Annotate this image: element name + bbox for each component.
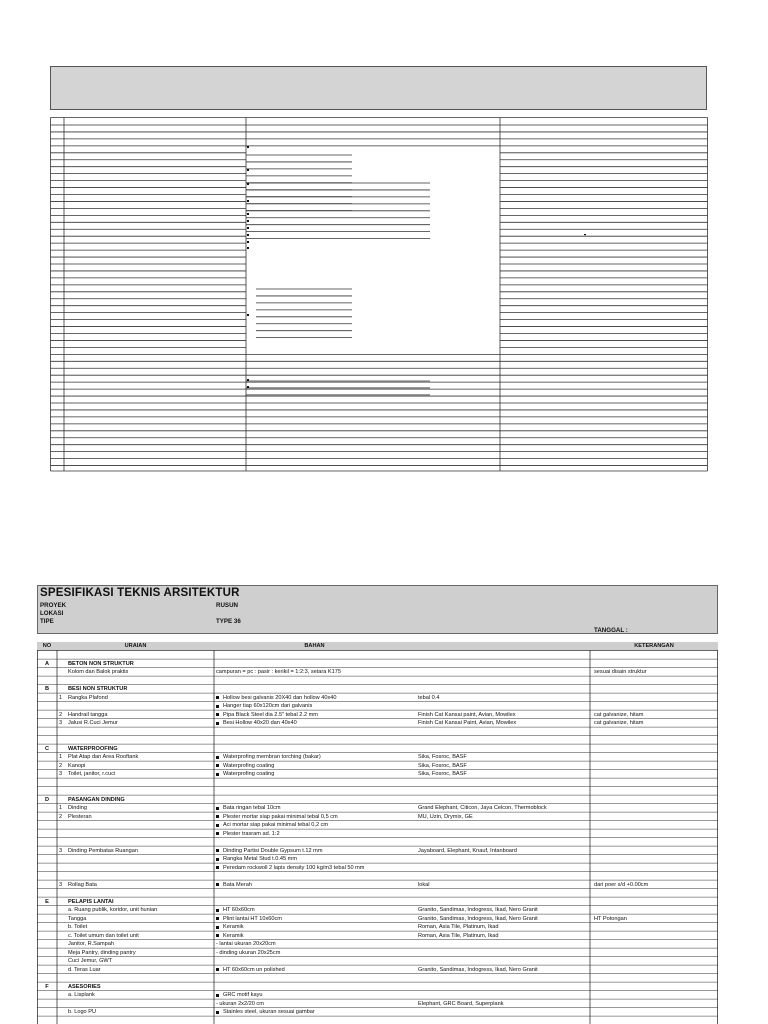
uraian-cell: Rollag Bata — [68, 881, 97, 888]
table-row — [37, 838, 718, 846]
spec-title: SPESIFIKASI TEKNIS ARSITEKTUR — [40, 587, 240, 599]
bahan-cell: Dinding Partisi Double Gypsum t.12 mm — [223, 847, 323, 854]
item-number: 3 — [59, 847, 63, 854]
grid-bullet-mark — [247, 213, 249, 215]
table-row — [37, 949, 718, 957]
section-row — [37, 898, 718, 906]
table-row — [37, 770, 718, 778]
table-row — [37, 711, 718, 719]
bullet-square-icon — [216, 764, 219, 767]
table-row — [37, 804, 718, 812]
uraian-cell: Kolom dan Balok praktis — [68, 669, 129, 675]
table-row — [37, 1000, 718, 1008]
item-number: 1 — [59, 694, 63, 701]
bahan-cell: - lantai ukuran 20x20cm — [216, 941, 276, 947]
table-row — [37, 940, 718, 948]
bahan-cell: Hollow besi galvanis 20X40 dan hollow 40x40 — [223, 694, 337, 701]
table-row — [37, 762, 718, 770]
table-row — [37, 872, 718, 880]
uraian-cell: Cuci Jemur, GWT — [68, 958, 113, 964]
keterangan-cell: sesuai disain struktur — [594, 669, 647, 675]
bahan-brand-cell: tebal 0.4 — [418, 694, 440, 701]
bahan-brand-cell: Finish Cat Kansai paint, Avian, Mowilex — [418, 711, 516, 718]
bahan-brand-cell: Sika, Fosroc, BASF — [418, 771, 467, 777]
bahan-cell: Bata ringan tebal 10cm — [223, 805, 281, 811]
bahan-cell: Waterprofing membran torching (bakar) — [223, 754, 321, 760]
section-code: A — [44, 660, 50, 667]
bullet-square-icon — [216, 883, 219, 886]
uraian-cell: a. Lisplank — [68, 992, 95, 998]
item-number: 2 — [59, 762, 63, 769]
uraian-cell: Plesteran — [68, 813, 92, 820]
bahan-brand-cell: Granito, Sandimas, Indogress, Ikad, Nero Granit — [418, 907, 538, 913]
uraian-cell: a. Ruang publik, koridor, unit hunian — [68, 907, 158, 913]
bahan-cell: campuran = pc : pasir : kerikil = 1:2:3, setara K175 — [216, 669, 341, 675]
bahan-brand-cell: lokal — [418, 881, 430, 888]
bahan-cell: Besi Hollow 40x20 dan 40x40 — [223, 720, 297, 726]
section-title: PASANGAN DINDING — [68, 796, 125, 803]
uraian-cell: Kanopi — [68, 762, 86, 769]
section-code: F — [45, 983, 49, 990]
grid-bullet-mark — [247, 169, 249, 171]
uraian-cell: Handrail tangga — [68, 711, 108, 718]
table-row — [37, 932, 718, 940]
bahan-brand-cell: Roman, Asia Tile, Platinum, Ikad — [418, 924, 499, 930]
section-code: B — [44, 686, 50, 692]
bullet-square-icon — [216, 968, 219, 971]
bullet-square-icon — [216, 705, 219, 708]
bullet-square-icon — [216, 1011, 219, 1014]
uraian-cell: Meja Pantry, dinding pantry — [68, 949, 136, 956]
uraian-cell: Jalusi R.Cuci Jemur — [68, 720, 118, 726]
bullet-square-icon — [216, 815, 219, 818]
table-row — [37, 694, 718, 702]
uraian-cell: Dinding Pembatas Ruangan — [68, 847, 138, 854]
table-row — [37, 966, 718, 974]
section-row — [37, 745, 718, 753]
uraian-cell: Plat Atap dan Area Rooftank — [68, 754, 139, 760]
proyek-label: PROYEK — [40, 602, 67, 609]
bullet-square-icon — [216, 909, 219, 912]
bahan-cell: - dinding ukuran 20x25cm — [216, 949, 281, 956]
grid-bullet-mark — [247, 200, 249, 202]
bahan-cell: Plester trasram ad. 1:2 — [223, 830, 280, 837]
bahan-cell: Hanger tiap 60x120cm dari galvanis — [223, 703, 313, 709]
bahan-brand-cell: Granito, Sandimas, Indogress, Ikad, Nero Granit — [418, 966, 538, 973]
bullet-square-icon — [216, 807, 219, 810]
bullet-square-icon — [216, 824, 219, 827]
table-row — [37, 855, 718, 863]
bahan-cell: Plint lantai HT 10x60cm — [223, 915, 282, 922]
col-header-uraian: URAIAN — [124, 643, 147, 649]
uraian-cell: Toilet, janitor, r.cuci — [68, 771, 116, 777]
keterangan-cell: HT Potongan — [594, 915, 627, 922]
grid-bullet-mark — [247, 227, 249, 229]
grid-bullet-mark — [247, 386, 249, 388]
bahan-cell: - ukuran 2x2/20 cm — [216, 1000, 264, 1007]
bullet-square-icon — [216, 756, 219, 759]
uraian-cell: b. Logo PU — [68, 1009, 96, 1015]
bahan-cell: Waterprofing coating — [223, 762, 275, 769]
uraian-cell: c. Toilet umum dan toilet unit — [68, 932, 139, 939]
table-row — [37, 779, 718, 787]
uraian-cell: Janitor, R.Sampah — [68, 941, 115, 947]
table-row — [37, 813, 718, 821]
bahan-brand-cell: Sika, Fosroc, BASF — [418, 762, 467, 769]
grid-bullet-mark — [247, 247, 249, 249]
table-row — [37, 830, 718, 838]
bullet-square-icon — [216, 773, 219, 776]
bullet-square-icon — [216, 722, 219, 725]
table-row — [37, 677, 718, 685]
grid-dash-mark — [584, 234, 586, 235]
bahan-cell: Waterprofing coating — [223, 771, 275, 777]
grid-bullet-mark — [247, 183, 249, 185]
bahan-cell: Aci mortar siap pakai minimal tebal 0,2 cm — [223, 822, 329, 828]
section-code: D — [44, 796, 50, 803]
grid-bullet-mark — [247, 146, 249, 148]
section-title: BETON NON STRUKTUR — [68, 660, 134, 667]
uraian-cell: Tangga — [68, 915, 87, 922]
bahan-cell: Peredam rockwoll 2 lapis density 100 kg/m3 tebal 50 mm — [223, 864, 365, 871]
keterangan-cell: dari poer s/d +0.00cm — [594, 881, 649, 888]
table-row — [37, 864, 718, 872]
grid-bullet-mark — [247, 241, 249, 243]
table-row — [37, 915, 718, 923]
bullet-square-icon — [216, 849, 219, 852]
table-row — [37, 736, 718, 744]
section-title: WATERPROOFING — [68, 745, 118, 752]
table-row — [37, 668, 718, 676]
bahan-cell: Keramik — [223, 924, 244, 930]
tanggal-label: TANGGAL : — [594, 627, 628, 634]
section-row — [37, 983, 718, 991]
top-form-header-box — [50, 66, 707, 110]
bahan-brand-cell: Jayaboard, Elephant, Knauf, Intanboard — [418, 847, 517, 854]
bahan-brand-cell: Sika, Fosroc, BASF — [418, 754, 467, 760]
lokasi-label: LOKASI — [40, 610, 64, 617]
item-number: 3 — [59, 771, 63, 777]
bullet-square-icon — [216, 934, 219, 937]
uraian-cell: Rangka Plafond — [68, 694, 108, 701]
item-number: 3 — [59, 881, 63, 888]
bahan-cell: Keramik — [223, 932, 244, 939]
bahan-cell: Plester mortar siap pakai minimal tebal 0,5 cm — [223, 813, 338, 820]
keterangan-cell: cat galvanize, hitam — [594, 711, 644, 718]
table-row — [37, 702, 718, 710]
uraian-cell: Dinding — [68, 805, 87, 811]
grid-bullet-mark — [247, 220, 249, 222]
table-row — [37, 787, 718, 795]
keterangan-cell: cat galvanize, hitam — [594, 720, 644, 726]
bahan-cell: Pipa Black Steel dia 2.5" tebal 2.2 mm — [223, 711, 318, 718]
section-row — [37, 796, 718, 804]
bullet-square-icon — [216, 926, 219, 929]
table-row — [37, 974, 718, 982]
table-row — [37, 889, 718, 897]
bullet-square-icon — [216, 696, 219, 699]
bullet-square-icon — [216, 866, 219, 869]
bullet-square-icon — [216, 917, 219, 920]
proyek-value: RUSUN — [216, 602, 239, 609]
bullet-square-icon — [216, 858, 219, 861]
section-title: ASESORIES — [68, 983, 101, 990]
item-number: 2 — [59, 711, 63, 718]
table-row — [37, 991, 718, 999]
col-header-no: NO — [42, 643, 52, 649]
spec-header — [37, 585, 718, 634]
bahan-cell: HT 60x60cm — [223, 907, 255, 913]
spec-table-header-row — [37, 642, 718, 650]
tipe-label: TIPE — [40, 618, 54, 625]
bahan-cell: Rangka Metal Stud t.0.45 mm — [223, 856, 297, 862]
bahan-brand-cell: MU, Uzin, Drymix, GE — [418, 813, 473, 820]
table-row — [37, 906, 718, 914]
tipe-value: TYPE 36 — [216, 618, 241, 625]
bahan-brand-cell: Granito, Sandimas, Indogress, Ikad, Nero Granit — [418, 915, 538, 922]
bahan-cell: HT 60x60cm un polished — [223, 966, 285, 973]
item-number: 1 — [59, 805, 63, 811]
bahan-brand-cell: Grand Elephant, Citicon, Jaya Celcon, Thermoblock — [418, 805, 547, 811]
table-row — [37, 651, 718, 659]
table-row — [37, 821, 718, 829]
section-title: BESI NON STRUKTUR — [68, 686, 128, 692]
grid-bullet-mark — [247, 379, 249, 381]
bullet-square-icon — [216, 832, 219, 835]
table-row — [37, 923, 718, 931]
top-form-grid — [50, 117, 708, 472]
table-row — [37, 957, 718, 965]
table-row — [37, 728, 718, 736]
item-number: 3 — [59, 720, 63, 726]
uraian-cell: b. Toilet — [68, 924, 88, 930]
grid-bullet-mark — [247, 234, 249, 236]
uraian-cell: d. Teras Luar — [68, 966, 101, 973]
bullet-square-icon — [216, 994, 219, 997]
bahan-cell: Stainles steel, ukuran sesuai gambar — [223, 1009, 315, 1015]
spec-table — [37, 642, 718, 1024]
section-code: E — [45, 898, 49, 905]
bahan-cell: Bata Merah — [223, 881, 252, 888]
table-row — [37, 847, 718, 855]
table-row — [37, 753, 718, 761]
section-code: C — [44, 745, 50, 752]
col-header-bahan: BAHAN — [304, 643, 325, 649]
bahan-brand-cell: Roman, Asia Tile, Platinum, Ikad — [418, 932, 499, 939]
section-row — [37, 660, 718, 668]
grid-bullet-mark — [247, 314, 249, 316]
table-row — [37, 881, 718, 889]
bahan-cell: GRC motif kayu — [223, 992, 263, 998]
section-row — [37, 685, 718, 693]
bullet-square-icon — [216, 713, 219, 716]
table-row — [37, 1008, 718, 1016]
item-number: 1 — [59, 754, 63, 760]
bahan-brand-cell: Finish Cat Kansai Paint, Avian, Mowilex — [418, 720, 517, 726]
col-header-keterangan: KETERANGAN — [634, 643, 674, 649]
section-title: PELAPIS LANTAI — [68, 898, 114, 905]
bahan-brand-cell: Elephant, GRC Board, Superplank — [418, 1000, 504, 1007]
table-row — [37, 719, 718, 727]
item-number: 2 — [59, 813, 63, 820]
